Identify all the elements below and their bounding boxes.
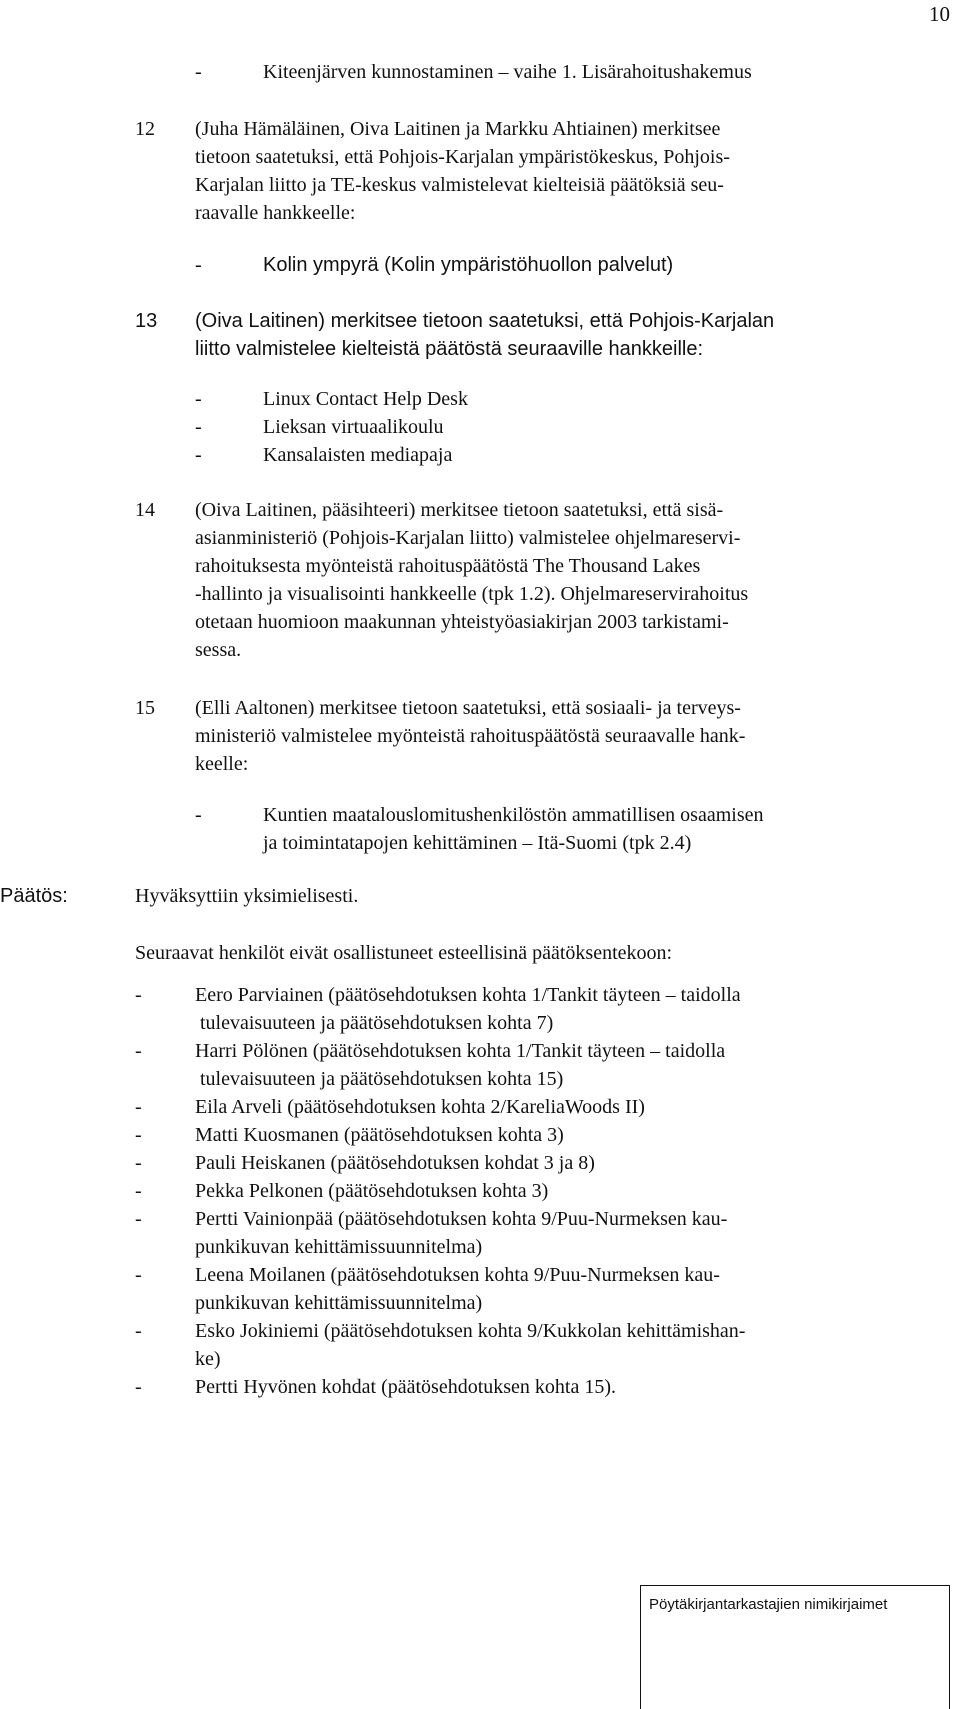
absent-heading: Seuraavat henkilöt eivät osallistuneet esteellisinä päätöksentekoon: — [135, 942, 673, 964]
item-text-line: otetaan huomioon maakunnan yhteistyöasiakirjan 2003 tarkistami- — [195, 611, 729, 633]
absent-person: Esko Jokiniemi (päätösehdotuksen kohta 9/Kukkolan kehittämishan- — [195, 1320, 746, 1342]
absent-person: Matti Kuosmanen (päätösehdotuksen kohta 3) — [195, 1124, 564, 1146]
page-number: 10 — [929, 2, 950, 26]
bullet-text: Kuntien maatalouslomitushenkilöstön ammatillisen osaamisen — [263, 804, 764, 826]
absent-dash: - — [135, 1320, 142, 1342]
signature-box-label: Pöytäkirjantarkastajien nimikirjaimet — [649, 1596, 888, 1613]
item-number: 12 — [135, 118, 155, 140]
item-text-line: tietoon saatetuksi, että Pohjois-Karjalan ympäristökeskus, Pohjois- — [195, 146, 730, 168]
absent-person: Eero Parviainen (päätösehdotuksen kohta 1/Tankit täyteen – taidolla — [195, 984, 741, 1006]
item-text-line: liitto valmistelee kielteistä päätöstä seuraaville hankkeille: — [195, 338, 704, 360]
bullet-dash: - — [195, 254, 202, 276]
absent-person-cont: tulevaisuuteen ja päätösehdotuksen kohta 15) — [200, 1068, 564, 1090]
item-number: 14 — [135, 499, 155, 521]
signature-box — [640, 1585, 950, 1709]
decision-label: Päätös: — [0, 885, 68, 907]
bullet-text: Lieksan virtuaalikoulu — [263, 416, 444, 438]
absent-person-cont: ke) — [195, 1348, 221, 1370]
item-text-line: (Elli Aaltonen) merkitsee tietoon saatetuksi, että sosiaali- ja terveys- — [195, 697, 741, 719]
absent-person: Pertti Hyvönen kohdat (päätösehdotuksen kohta 15). — [195, 1376, 617, 1398]
item-text-line: rahoituksesta myönteistä rahoituspäätöstä The Thousand Lakes — [195, 555, 701, 577]
item-text-line: Karjalan liitto ja TE-keskus valmistelevat kielteisiä päätöksiä seu- — [195, 174, 724, 196]
item-text-line: (Oiva Laitinen) merkitsee tietoon saatetuksi, että Pohjois-Karjalan — [195, 310, 775, 332]
item-number: 13 — [135, 310, 158, 332]
item-text-line: -hallinto ja visualisointi hankkeelle (tpk 1.2). Ohjelmareservirahoitus — [195, 583, 749, 605]
absent-dash: - — [135, 984, 142, 1006]
absent-person: Eila Arveli (päätösehdotuksen kohta 2/KareliaWoods II) — [195, 1096, 645, 1118]
intro-dash: - — [195, 61, 202, 83]
intro-item-text: Kiteenjärven kunnostaminen – vaihe 1. Lisärahoitushakemus — [263, 61, 752, 83]
absent-dash: - — [135, 1264, 142, 1286]
item-number: 15 — [135, 697, 155, 719]
absent-person: Pertti Vainionpää (päätösehdotuksen kohta 9/Puu-Nurmeksen kau- — [195, 1208, 728, 1230]
absent-dash: - — [135, 1208, 142, 1230]
bullet-text: Linux Contact Help Desk — [263, 388, 468, 410]
absent-dash: - — [135, 1180, 142, 1202]
item-text-line: sessa. — [195, 639, 242, 661]
item-text-line: ministeriö valmistelee myönteistä rahoituspäätöstä seuraavalle hank- — [195, 725, 746, 747]
absent-person-cont: punkikuvan kehittämissuunnitelma) — [195, 1236, 483, 1258]
bullet-text: ja toimintatapojen kehittäminen – Itä-Suomi (tpk 2.4) — [263, 832, 692, 854]
absent-person-cont: punkikuvan kehittämissuunnitelma) — [195, 1292, 483, 1314]
absent-person-cont: tulevaisuuteen ja päätösehdotuksen kohta 7) — [200, 1012, 554, 1034]
bullet-text: Kansalaisten mediapaja — [263, 444, 453, 466]
absent-person: Pekka Pelkonen (päätösehdotuksen kohta 3) — [195, 1180, 549, 1202]
absent-person: Pauli Heiskanen (päätösehdotuksen kohdat 3 ja 8) — [195, 1152, 595, 1174]
absent-dash: - — [135, 1124, 142, 1146]
bullet-dash: - — [195, 444, 202, 466]
absent-dash: - — [135, 1152, 142, 1174]
item-text-line: (Oiva Laitinen, pääsihteeri) merkitsee tietoon saatetuksi, että sisä- — [195, 499, 724, 521]
absent-person: Leena Moilanen (päätösehdotuksen kohta 9/Puu-Nurmeksen kau- — [195, 1264, 720, 1286]
decision-text: Hyväksyttiin yksimielisesti. — [135, 885, 359, 907]
bullet-dash: - — [195, 416, 202, 438]
bullet-dash: - — [195, 804, 202, 826]
item-text-line: asianministeriö (Pohjois-Karjalan liitto) valmistelee ohjelmareservi- — [195, 527, 741, 549]
bullet-text: Kolin ympyrä (Kolin ympäristöhuollon palvelut) — [263, 254, 674, 276]
absent-dash: - — [135, 1376, 142, 1398]
item-text-line: keelle: — [195, 753, 249, 775]
bullet-dash: - — [195, 388, 202, 410]
absent-person: Harri Pölönen (päätösehdotuksen kohta 1/Tankit täyteen – taidolla — [195, 1040, 726, 1062]
absent-dash: - — [135, 1096, 142, 1118]
item-text-line: (Juha Hämäläinen, Oiva Laitinen ja Markku Ahtiainen) merkitsee — [195, 118, 721, 140]
absent-dash: - — [135, 1040, 142, 1062]
item-text-line: raavalle hankkeelle: — [195, 202, 356, 224]
